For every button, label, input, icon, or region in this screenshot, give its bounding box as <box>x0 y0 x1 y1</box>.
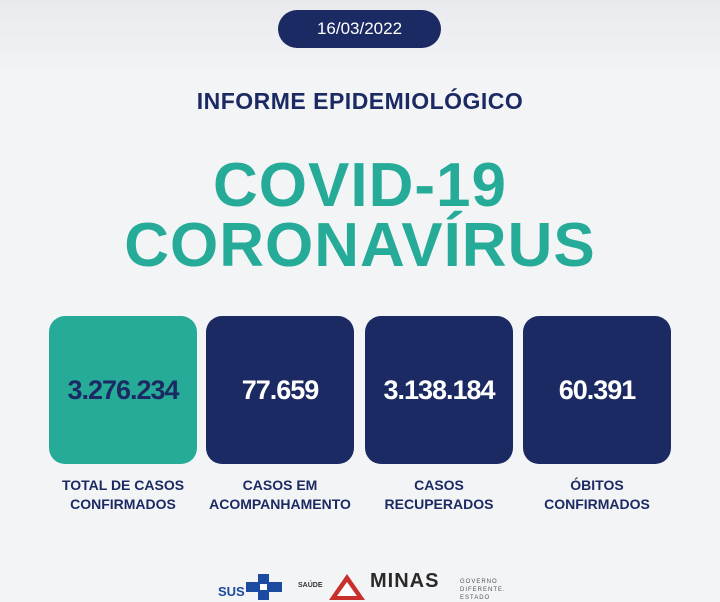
minas-gerais-logo-text: MINAS <box>370 570 440 592</box>
footer-logos <box>0 568 720 600</box>
tagline-line: GOVERNO <box>460 579 498 585</box>
stat-card-total-confirmed: 3.276.234 <box>49 316 197 464</box>
stat-label-line: ÓBITOS <box>570 477 624 493</box>
stat-label-deaths <box>512 476 682 514</box>
sus-cross-icon <box>246 574 282 600</box>
stat-label-line: CONFIRMADOS <box>544 496 650 512</box>
stat-card-in-monitoring: 77.659 <box>206 316 354 464</box>
minas-gerais-tagline <box>460 578 506 602</box>
stat-label-line: CASOS EM <box>242 477 318 493</box>
saude-logo-text: SAÚDE <box>298 582 323 589</box>
tagline-line: ESTADO <box>460 595 491 601</box>
report-subtitle: INFORME EPIDEMIOLÓGICO <box>196 88 524 114</box>
tagline-line: DIFERENTE. <box>460 587 506 593</box>
stat-label-total-confirmed <box>38 476 208 514</box>
sus-logo-text: SUS <box>218 584 245 599</box>
stat-label-line: ACOMPANHAMENTO <box>209 496 351 512</box>
stat-label-in-monitoring <box>195 476 365 514</box>
title-coronavirus: CORONAVÍRUS <box>124 211 596 280</box>
stat-label-line: CASOS <box>414 477 464 493</box>
date-badge: 16/03/2022 <box>278 10 441 48</box>
minas-gerais-triangle-icon <box>329 574 365 600</box>
stat-card-recovered: 3.138.184 <box>365 316 513 464</box>
stat-label-line: TOTAL DE CASOS <box>61 477 185 493</box>
stat-label-recovered <box>354 476 524 514</box>
stat-label-line: RECUPERADOS <box>384 496 494 512</box>
stat-card-deaths: 60.391 <box>523 316 671 464</box>
stat-label-line: CONFIRMADOS <box>70 496 176 512</box>
title-covid: COVID-19 <box>213 151 507 220</box>
